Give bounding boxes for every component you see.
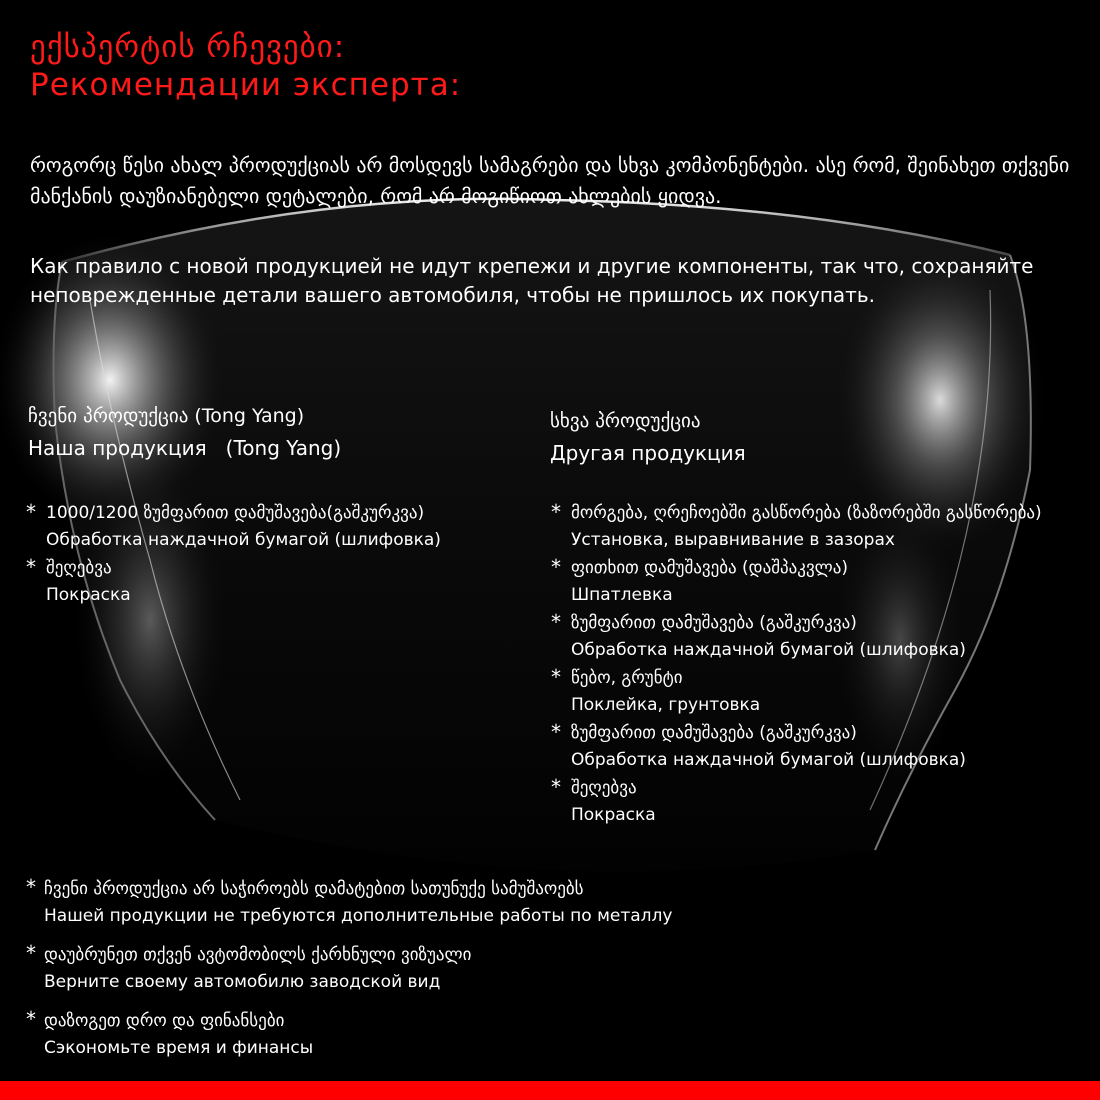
list-item-ru: Покраска <box>46 585 131 605</box>
other-products-heading <box>550 405 746 469</box>
bullet-star: * <box>551 500 561 524</box>
bullet-star: * <box>551 775 561 799</box>
list-item-ka: შეღებვა <box>46 558 112 578</box>
list-item-ru: Обработка наждачной бумагой (шлифовка) <box>571 640 966 660</box>
our-products-heading-ru: Наша продукция (Tong Yang) <box>28 436 342 460</box>
list-item <box>551 773 1042 828</box>
note-ka: დაზოგეთ დრო და ფინანსები <box>44 1011 285 1031</box>
list-item <box>551 608 1042 663</box>
list-item-ru: Поклейка, грунтовка <box>571 695 761 715</box>
bullet-star: * <box>26 875 36 899</box>
list-item <box>551 498 1042 553</box>
bullet-star: * <box>26 500 36 524</box>
list-item-ka: შეღებვა <box>571 778 637 798</box>
note-item <box>26 875 672 929</box>
page-title-ka: ექსპერტის რჩევები: <box>30 29 346 65</box>
list-item-ka: წებო, გრუნტი <box>571 668 683 688</box>
other-products-list <box>551 498 1042 828</box>
bullet-star: * <box>551 610 561 634</box>
list-item <box>551 718 1042 773</box>
our-products-heading-ka: ჩვენი პროდუქცია (Tong Yang) <box>28 405 305 427</box>
list-item <box>551 553 1042 608</box>
bullet-star: * <box>551 665 561 689</box>
bullet-star: * <box>551 555 561 579</box>
bullet-star: * <box>26 555 36 579</box>
list-item-ru: Установка, выравнивание в зазорах <box>571 530 895 550</box>
our-products-heading <box>28 400 341 464</box>
bullet-star: * <box>551 720 561 744</box>
benefits-notes <box>26 875 672 1073</box>
list-item-ka: ზუმფარით დამუშავება (გაშკურკვა) <box>571 723 857 743</box>
list-item-ru: Обработка наждачной бумагой (шлифовка) <box>571 750 966 770</box>
note-ru: Нашей продукции не требуются дополнительные работы по металлу <box>44 906 673 926</box>
list-item-ka: მორგება, ღრეჩოებში გასწორება (ზაზორებში გასწორება) <box>571 503 1042 523</box>
list-item-ka: ზუმფარით დამუშავება (გაშკურკვა) <box>571 613 857 633</box>
list-item-ru: Шпатлевка <box>571 585 673 605</box>
list-item <box>551 663 1042 718</box>
list-item <box>26 553 441 608</box>
list-item-ka: ფითხით დამუშავება (დაშპაკვლა) <box>571 558 849 578</box>
note-ka: დაუბრუნეთ თქვენ ავტომობილს ქარხნული ვიზუალი <box>44 945 472 965</box>
note-ru: Верните своему автомобилю заводской вид <box>44 972 441 992</box>
list-item-ru: Покраска <box>571 805 656 825</box>
note-ru: Сэкономьте время и финансы <box>44 1038 314 1058</box>
note-item <box>26 1007 672 1061</box>
note-item <box>26 941 672 995</box>
intro-text-ka: როგორც წესი ახალ პროდუქციას არ მოსდევს სამაგრები და სხვა კომპონენტები. ასე რომ, შეინახეთ თქვენი მანქანის დაუზიანებელი დეტალები, რომ არ მოგიწიოთ ახლების ყიდვა. <box>30 153 1070 208</box>
bullet-star: * <box>26 941 36 965</box>
note-ka: ჩვენი პროდუქცია არ საჭიროებს დამატებით სათუნუქე სამუშაოებს <box>44 879 584 899</box>
bottom-accent-bar <box>0 1081 1100 1100</box>
other-products-heading-ru: Другая продукция <box>550 441 746 465</box>
our-products-list <box>26 498 441 608</box>
list-item-ru: Обработка наждачной бумагой (шлифовка) <box>46 530 441 550</box>
list-item <box>26 498 441 553</box>
page-title-ru: Рекомендации эксперта: <box>30 67 462 103</box>
intro-text-ru: Как правило с новой продукцией не идут крепежи и другие компоненты, так что, сохраняйте неповрежденные детали вашего автомобиля, чтобы не пришлось их покупать. <box>30 254 1034 307</box>
other-products-heading-ka: სხვა პროდუქცია <box>550 410 701 432</box>
list-item-ka: 1000/1200 ზუმფარით დამუშავება(გაშკურკვა) <box>46 503 425 523</box>
bullet-star: * <box>26 1007 36 1031</box>
